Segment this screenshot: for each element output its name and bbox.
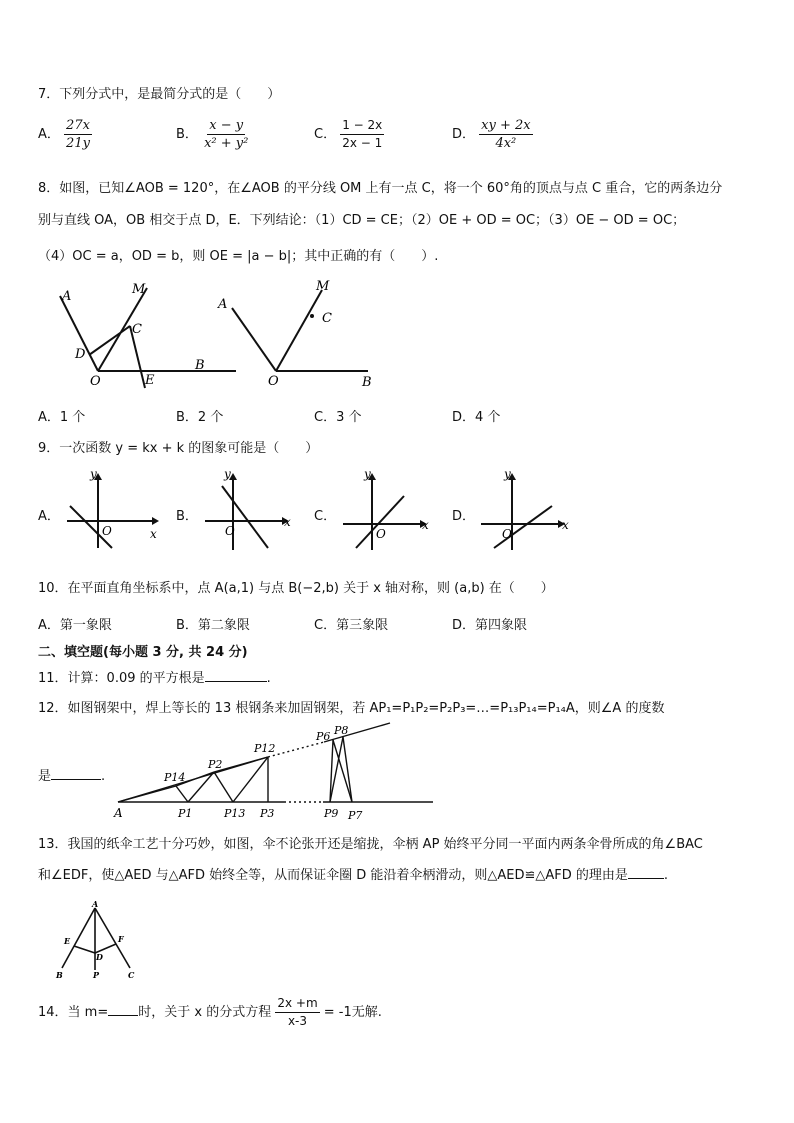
section-heading: 二、填空题(每小题 3 分, 共 24 分) [38,645,248,660]
axis-label-x: x [150,527,157,541]
option-letter: A． [38,127,60,142]
q13-line1: 13．我国的纸伞工艺十分巧妙，如图，伞不论张开还是缩拢，伞柄 AP 始终平分同一平面内两条伞骨所成的角∠BAC [38,837,703,852]
line-graph [222,486,268,548]
label-o: O [90,374,101,389]
origin-label: O [376,527,386,541]
label-b: B [362,375,372,390]
q8-line3: （4）OC = a，OD = b，则 OE = |a − b|；其中正确的有（ ）. [38,249,439,264]
axis-label-y: y [90,468,97,481]
frac-numerator: 2x +m [275,996,319,1013]
label-p1: P1 [178,807,193,820]
q9-stem: 9．一次函数 y = kx + k 的图象可能是（ ） [38,441,319,456]
q10-option-a[interactable]: A．第一象限 [38,618,112,633]
label-a: A [62,289,72,304]
q14 [38,996,382,1029]
q12-line2-end: . [101,769,106,784]
frac-denominator: 4x² [495,136,517,151]
q8-line1: 8．如图，已知∠AOB = 120°，在∠AOB 的平分线 OM 上有一点 C，将一个 60°角的顶点与点 C 重合，它的两条边分 [38,181,723,196]
label-m: M [316,279,330,294]
q10-option-d[interactable]: D．第四象限 [452,618,528,633]
axis-label-y: y [504,468,511,481]
bar-p1p2-p14 [176,786,188,802]
origin-label: O [502,527,512,541]
label-a: A [218,297,228,312]
label-c: C [322,311,332,326]
bar-p2p13 [214,772,233,802]
frac-denominator: 21y [66,136,90,151]
axis-label-y: y [224,468,231,481]
q14-end: = -1无解. [323,1005,382,1020]
label-c: C [128,970,135,980]
point-c [310,314,314,318]
q13-umbrella [52,898,142,982]
origin-label: O [225,524,235,538]
label-o: O [268,374,279,389]
q7-option-a[interactable] [38,118,92,151]
q8-option-a[interactable]: A．1 个 [38,410,86,425]
frac-numerator: x − y [209,118,244,133]
answer-blank[interactable] [205,681,267,682]
ray-oa [232,308,276,371]
q12-steel-frame [108,720,438,822]
q8-figure-2 [212,278,382,390]
ray-om [276,290,322,371]
q8-option-b[interactable]: B．2 个 [176,410,224,425]
label-p13: P13 [224,807,246,820]
frac-numerator: xy + 2x [481,118,531,133]
axis-label-y: y [364,468,371,481]
label-p2: P2 [208,758,223,771]
frac-denominator: x² + y² [204,136,249,151]
origin-label: O [102,524,112,538]
label-p12: P12 [254,742,276,755]
option-letter: B． [176,127,198,142]
label-e: E [64,936,71,946]
label-p14: P14 [164,771,186,784]
q9-graph-d [476,468,576,552]
q8-option-d[interactable]: D．4 个 [452,410,501,425]
q12-line2-start: 是 [38,769,52,784]
bar-p13p12 [233,757,268,802]
q13-line2-end: . [663,868,669,883]
frac-numerator: 27x [66,118,90,133]
q7-stem: 7．下列分式中，是最简分式的是（ ） [38,87,281,102]
q9-option-a[interactable]: A． [38,509,60,524]
axis-label-x: x [562,518,569,532]
frac-numerator: 1 − 2x [340,118,384,135]
label-m: M [132,282,146,297]
label-p9: P9 [324,807,339,820]
q11-end: . [266,671,271,686]
label-p7: P7 [348,809,363,822]
q12-line2 [38,765,105,784]
axis-label-x: x [422,518,429,532]
label-e: E [145,373,155,388]
q9-graph-b [200,468,300,552]
option-letter: C． [314,127,337,142]
q10-option-c[interactable]: C．第三象限 [314,618,389,633]
frac-denominator: x-3 [287,1014,308,1028]
q11 [38,667,271,686]
label-p8: P8 [334,724,349,737]
q8-option-c[interactable]: C．3 个 [314,410,362,425]
q14-mid: 时，关于 x 的分式方程 [138,1005,272,1020]
label-p: P [93,970,100,980]
label-a: A [114,806,123,820]
label-f: F [118,934,124,944]
q13-line2-text: 和∠EDF，使△AED 与△AFD 始终全等，从而保证伞圈 D 能沿着伞柄滑动，则△AED≌△AFD 的理由是 [38,868,628,883]
q10-option-b[interactable]: B．第二象限 [176,618,250,633]
label-c: C [132,322,142,337]
q12-line1: 12．如图钢架中，焊上等长的 13 根钢条来加固钢架，若 AP₁=P₁P₂=P₂P₃=…=P₁₃P₁₄=P₁₄A，则∠A 的度数 [38,701,665,716]
q9-option-c[interactable]: C． [314,509,337,524]
q9-option-b[interactable]: B． [176,509,198,524]
q7-option-b[interactable] [176,118,250,151]
q7-option-c[interactable] [314,118,384,151]
answer-blank[interactable] [628,878,664,879]
q8-line2: 别与直线 OA，OB 相交于点 D，E．下列结论：（1）CD = CE；（2）OE + OD = OC；（3）OE − OD = OC； [38,213,686,228]
frac-denominator: 2x − 1 [342,136,383,150]
q13-line2 [38,864,668,883]
label-a: A [92,899,99,909]
strut-ed [74,946,95,953]
q10-stem: 10．在平面直角坐标系中，点 A(a,1) 与点 B(−2,b) 关于 x 轴对称，则 (a,b) 在（ ） [38,581,554,596]
q7-option-d[interactable] [452,118,533,151]
upper-rail-dotted [268,742,324,757]
q14-start: 14．当 m= [38,1005,109,1020]
answer-blank[interactable] [108,1015,138,1016]
label-p6: P6 [316,730,331,743]
label-p3: P3 [260,807,275,820]
label-b: B [56,970,63,980]
q9-graph-a [62,468,162,552]
bar-ap1 [118,786,176,802]
label-b: B [195,358,205,373]
label-d: D [75,347,86,362]
q11-text: 11．计算：0.09 的平方根是 [38,671,205,686]
bar-p8p7 [343,737,352,802]
axis-label-x: x [284,515,291,529]
q9-option-d[interactable]: D． [452,509,476,524]
label-d: D [96,952,103,962]
q9-graph-c [338,468,438,552]
answer-blank[interactable] [51,779,101,780]
option-letter: D． [452,127,476,142]
